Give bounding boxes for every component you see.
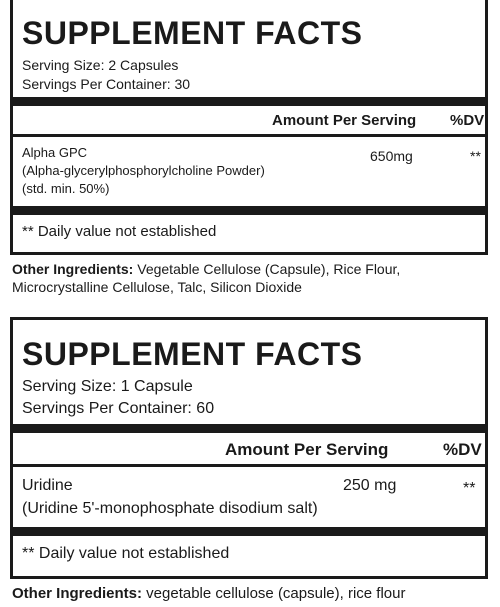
ingredient-name: Alpha GPC xyxy=(22,145,88,160)
dv-header: %DV xyxy=(450,112,485,129)
other-ingredients-label: Other Ingredients: xyxy=(12,261,134,277)
thick-divider xyxy=(13,206,485,215)
servings-per-container: Servings Per Container: 30 xyxy=(22,76,191,92)
thin-divider xyxy=(13,134,485,137)
thick-divider xyxy=(13,97,485,106)
thick-divider xyxy=(13,527,485,536)
thick-divider xyxy=(13,424,485,433)
other-ingredients-1 xyxy=(12,261,400,277)
ingredient-dv: ** xyxy=(463,480,476,497)
other-ingredients-2 xyxy=(12,585,405,602)
servings-per-container: Servings Per Container: 60 xyxy=(22,400,215,417)
amount-per-serving-header: Amount Per Serving xyxy=(272,112,417,129)
serving-size: Serving Size: 1 Capsule xyxy=(22,378,193,395)
panel-title: SUPPLEMENT FACTS xyxy=(22,336,363,372)
panel-title: SUPPLEMENT FACTS xyxy=(22,15,363,51)
serving-size: Serving Size: 2 Capsules xyxy=(22,57,179,73)
dv-header: %DV xyxy=(443,440,482,459)
other-ingredients-label: Other Ingredients: xyxy=(12,585,143,602)
ingredient-amount: 250 mg xyxy=(343,477,397,494)
footnote: ** Daily value not established xyxy=(22,545,230,562)
supplement-facts-panel-2 xyxy=(10,317,488,579)
thin-divider xyxy=(13,464,485,467)
supplement-facts-panel-1 xyxy=(10,0,488,255)
ingredient-name: Uridine xyxy=(22,477,73,494)
ingredient-amount: 650mg xyxy=(370,148,413,164)
other-ingredients-text: Vegetable Cellulose (Capsule), Rice Flour, xyxy=(133,261,401,277)
ingredient-standardization: (std. min. 50%) xyxy=(22,181,110,196)
ingredient-dv: ** xyxy=(470,148,481,164)
footnote: ** Daily value not established xyxy=(22,223,217,240)
ingredient-description: (Uridine 5'-monophosphate disodium salt) xyxy=(22,500,318,517)
amount-per-serving-header: Amount Per Serving xyxy=(225,440,389,459)
other-ingredients-text: vegetable cellulose (capsule), rice flour xyxy=(142,585,406,602)
ingredient-description: (Alpha-glycerylphosphorylcholine Powder) xyxy=(22,163,265,178)
other-ingredients-1-cont: Microcrystalline Cellulose, Talc, Silicon Dioxide xyxy=(12,279,302,295)
